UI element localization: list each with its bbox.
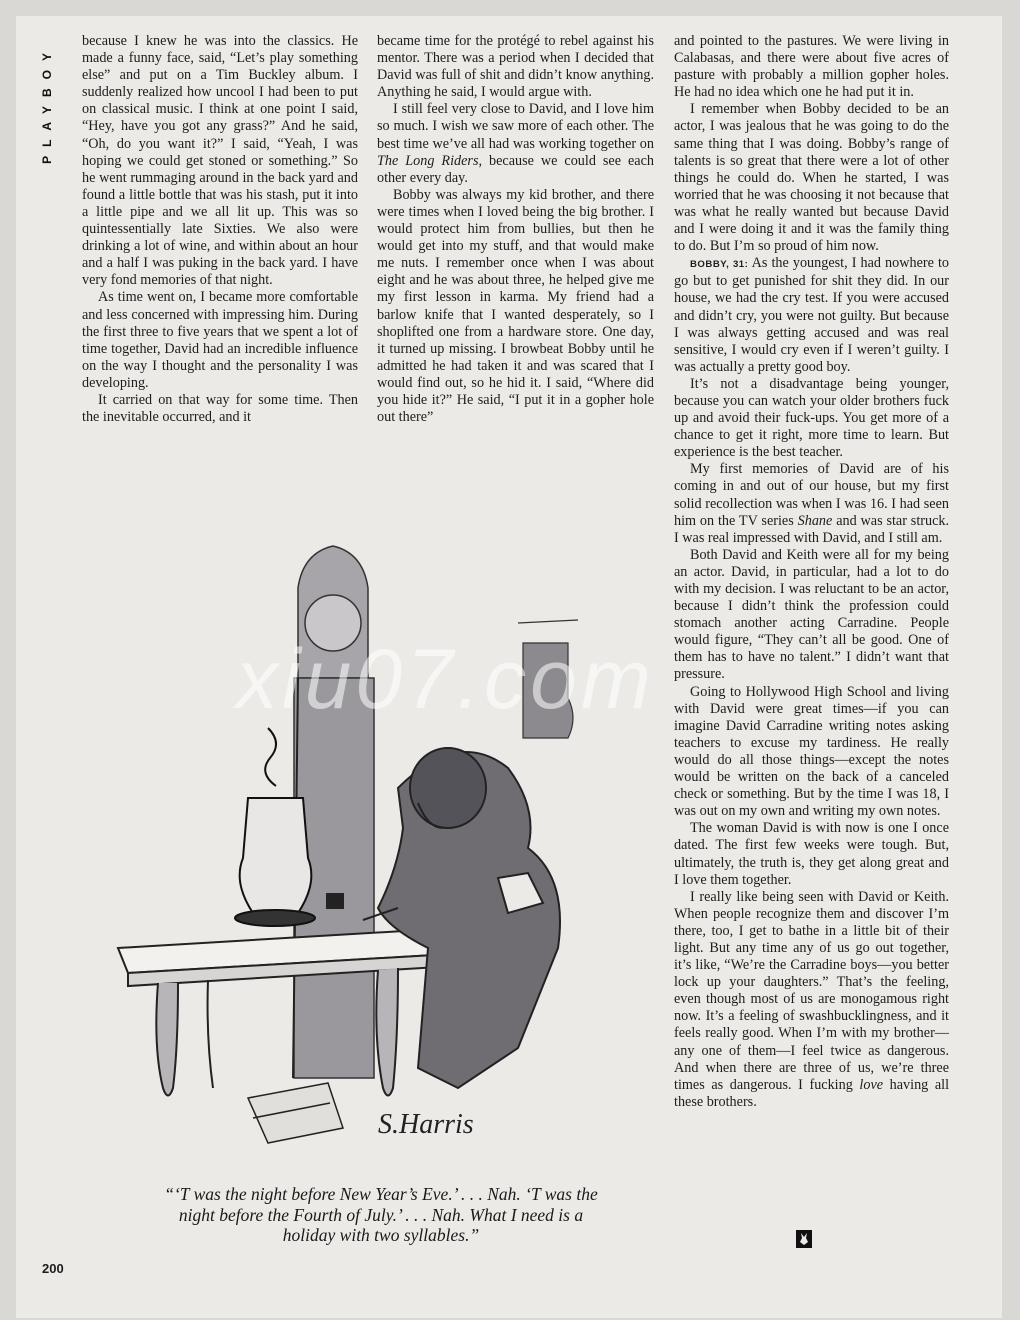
magazine-page xyxy=(16,16,1002,1318)
paragraph: Going to Hollywood High School and living with David were great times—if you can imagine David Carradine writing notes asking teachers to excuse my tardiness. He really would do all those things—except the notes would be written on the back of a canceled check or something. But by the time I was 18, I was out on my own and writing my own notes. xyxy=(674,683,949,820)
paragraph xyxy=(674,461,949,546)
paragraph: The woman David is with now is one I once dated. The first few weeks were tough. But, ultimately, the truth is, they get along great and I love them together. xyxy=(674,820,949,888)
paragraph: became time for the protégé to rebel against his mentor. There was a period when I decided that David was full of shit and didn’t know anything. Anything he said, I would argue with. xyxy=(377,33,654,101)
paragraph-text: , because we could see each other every day. xyxy=(377,152,654,186)
inkwell-drawing xyxy=(326,893,344,909)
show-title: Shane xyxy=(797,512,833,529)
paragraph-text: and was star struck. I was real impressed with David, and I still am. xyxy=(674,512,950,546)
playboy-side-logo: PLAYBOY xyxy=(40,44,54,164)
paragraph xyxy=(674,255,949,376)
text-column-2 xyxy=(377,33,654,426)
text-column-3 xyxy=(674,33,949,1111)
paragraph: I remember when Bobby decided to be an actor, I was jealous that he was going to do the same thing that I was doing. Bobby’s range of talents is so great that there were a lot of other things he could do. When he started, I was worried that he was choosing it not because that was what he really wanted but because David and I were doing it and it was the family thing to do. But I’m so proud of him now. xyxy=(674,101,949,255)
artist-signature: S.Harris xyxy=(378,1109,474,1140)
cartoon-illustration xyxy=(98,528,658,1168)
paragraph: Both David and Keith were all for my being an actor. David, in particular, had a lot to do with my decision. I was reluctant to be an actor, because I didn’t think the profession could stomach another acting Carradine. People would figure, “They can’t all be good. One of them has to have no talent.” I didn’t want that pressure. xyxy=(674,546,949,683)
paragraph-text: I still feel very close to David, and I love him so much. I wish we saw more of each other. The best time we’ve all had was working together on xyxy=(377,101,654,152)
paragraph xyxy=(674,889,949,1111)
watermark-text: xiu07.com xyxy=(236,632,655,726)
text-column-1 xyxy=(82,33,358,426)
film-title: The Long Riders xyxy=(377,152,479,169)
rabbit-end-mark-icon xyxy=(796,1230,812,1248)
paragraph-text: My first memories of David are of his coming in and out of our house, but my first solid recollection was when I was 16. I had seen him on the TV series xyxy=(674,461,949,529)
books-drawing xyxy=(248,1083,343,1143)
paragraph-text: having all these brothers. xyxy=(674,1076,950,1110)
page-number: 200 xyxy=(42,1261,64,1276)
speaker-label: BOBBY, 31: xyxy=(690,259,749,271)
paragraph: and pointed to the pastures. We were living in Calabasas, and there were about five acres of pasture with probably a million gopher holes. He had no idea which one he had put it in. xyxy=(674,33,949,101)
cartoon-caption: “‘T was the night before New Year’s Eve.’ . . . Nah. ‘T was the night before the Fourth of July.’ . . . Nah. What I need is a holiday with two syllables.” xyxy=(164,1184,598,1245)
paragraph: because I knew he was into the classics. He made a funny face, said, “Let’s play something else” and put on a Tim Buckley album. I suddenly realized how uncool I had been to put on classical music. I think at one point I said, “Hey, have you got any grass?” And he said, “Oh, do you want it?” I said, “Yeah, I was hoping we could get stoned or something.” So he went rummaging around in the back yard and found a little bottle that was his stash, put it into a little pipe and we all lit up. This was so quintessentially late Sixties. We also were drinking a lot of wine, and within about an hour and a half I was puking in the back yard. I have very fond memories of that night. xyxy=(82,33,358,289)
emphasis: love xyxy=(859,1076,884,1093)
paragraph-text: I really like being seen with David or Keith. When people recognize them and discover I’m there, too, I get to bathe in a little bit of their light. But any time any of us go out together, it’s like, “We’re the Carradine boys—you better lock up your daughters.” That’s the feeling, even though most of us are monogamous right now. It’s a feeling of swashbucklingness, and it feels really good. When I’m with my brother—any one of them—I feel twice as dangerous. And when there are three of us, we’re three times as dangerous. I fucking xyxy=(674,888,949,1093)
paragraph: It carried on that way for some time. Then the inevitable occurred, and it xyxy=(82,391,358,426)
paragraph: Bobby was always my kid brother, and there were times when I loved being the big brother. I would protect him from bullies, but then he would get into my stuff, and that would make me nuts. I remember once when I was about eight and he was about three, he helped give me my first lesson in karma. My friend had a barlow knife that I wanted desperately, so I shoplifted one from a hardware store. One day, it turned up missing. I browbeat Bobby until he admitted he had taken it and was scared that I would find out, so he hid it. I said, “Where did you hide it?” He said, “I put it in a gopher hole out there” xyxy=(377,186,654,426)
paragraph xyxy=(377,101,654,186)
paragraph: As time went on, I became more comfortable and less concerned with impressing him. During the first three to five years that we spent a lot of time together, David had an incredible influence on the way I thought and the personality I was developing. xyxy=(82,289,358,391)
paragraph: It’s not a disadvantage being younger, because you can watch your older brothers fuck up and avoid their fuck-ups. You get more of a chance to get it right, more time to learn. But experience is the best teacher. xyxy=(674,375,949,461)
paragraph-text: As the youngest, I had nowhere to go but to get punished for shit they did. In our house, we had the cry test. If you were accused and didn’t cry, you were not guilty. But because I was always getting accused and was real sensitive, I would cry even if I weren’t guilty. I was actually a pretty good boy. xyxy=(674,255,950,375)
